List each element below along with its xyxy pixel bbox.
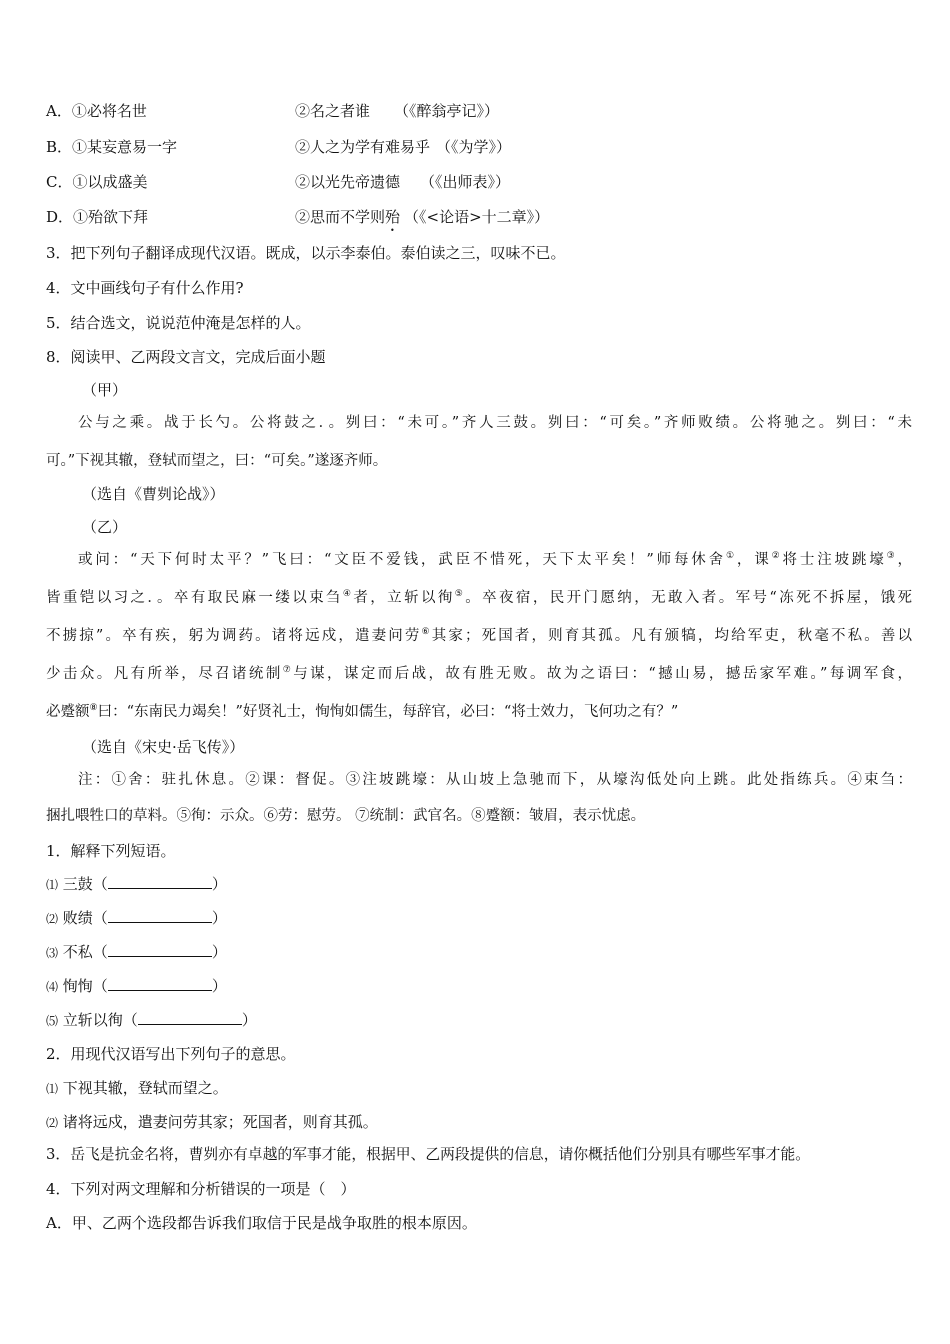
answer-blank[interactable] [108,874,212,889]
passage-yi-line5: 必蹙额⑧曰：“东南民力竭矣！”好贤礼士，恂恂如儒生，每辞官，必曰：“将士效力，飞何功之有？” [46,703,679,720]
option-b-label: B． [46,138,73,156]
question-3: 3．把下列句子翻译成现代汉语。既成，以示李泰伯。泰伯读之三，叹味不已。 [46,244,566,262]
answer-blank[interactable] [108,942,212,957]
option-b-item1: ①某妄意易一字 [72,138,178,156]
answer-blank[interactable] [108,976,212,991]
emphasis-char: 殆 [385,208,401,226]
option-a-item2: ②名之者谁 （《醉翁亭记》） [295,102,500,120]
passage-yi-note2: 捆扎喂牲口的草料。⑤徇：示众。⑥劳：慰劳。 ⑦统制：武官名。⑧蹙额：皱眉，表示忧虑。 [46,808,646,824]
option-c-item2: ②以光先帝遗德 （《出师表》） [295,173,511,191]
answer-blank[interactable] [108,908,212,923]
question-5: 5．结合选文，说说范仲淹是怎样的人。 [46,314,311,332]
option-c [46,172,912,192]
subquestion-1-item: ⑴ 三鼓（ ） [46,875,227,893]
passage-jia-line2: 可。”下视其辙，登轼而望之，曰：“可矣。”遂逐齐师。 [46,453,388,469]
subquestion-1-item: ⑶ 不私（ ） [46,943,227,961]
option-d-source: （《<论语>十二章》） [404,208,550,226]
option-d-item2: ②思而不学则殆 （《<论语>十二章》） [295,208,550,226]
option-d-item1: ①殆欲下拜 [73,208,149,226]
passage-yi-line3: 不掳掠”。卒有疾，躬为调药。诸将远戍，遣妻问劳⑥其家；死国者，则育其孤。凡有颁犒，均给军吏，秋毫不私。善以 [46,627,912,644]
option-d-label: D． [46,208,74,226]
option-a-item1: ①必将名世 [71,102,147,120]
passage-jia-source: （选自《曹刿论战》） [82,485,225,503]
subquestion-1-item: ⑸ 立斩以徇（ ） [46,1011,257,1029]
question-4: 4．文中画线句子有什么作用? [46,279,244,297]
passage-yi-line4: 少击众。凡有所举，尽召诸统制⑦与谋，谋定而后战，故有胜无败。故为之语曰：“撼山易，撼岳家军难。”每调军食， [46,665,912,682]
passage-jia-heading: （甲） [82,381,128,399]
subquestion-2-item: ⑴ 下视其辙，登轼而望之。 [46,1079,228,1097]
option-d [46,207,912,227]
passage-yi-note1: 注：①舍：驻扎休息。②课：督促。③注坡跳壕：从山坡上急驰而下，从壕沟低处向上跳。此处指练兵。④束刍： [78,772,912,788]
option-b [46,137,912,157]
subquestion-2-item: ⑵ 诸将远戍，遣妻问劳其家；死国者，则育其孤。 [46,1113,378,1131]
question-8: 8．阅读甲、乙两段文言文，完成后面小题 [46,348,326,366]
subquestion-4: 4．下列对两文理解和分析错误的一项是（ ） [46,1180,356,1198]
passage-yi-line2: 皆重铠以习之．。卒有取民麻一缕以束刍④者，立斩以徇⑤。卒夜宿，民开门愿纳，无敢入者。军号“冻死不拆屋，饿死 [46,589,912,606]
option-c-item1: ①以成盛美 [72,173,148,191]
option-b-item2: ②人之为学有难易乎 （《为学》） [295,138,512,156]
subquestion-4-option-a: A．甲、乙两个选段都告诉我们取信于民是战争取胜的根本原因。 [46,1214,477,1232]
answer-blank[interactable] [138,1010,242,1025]
option-b-source: （《为学》） [436,138,512,156]
passage-yi-heading: （乙） [82,518,128,536]
subquestion-1-title: 1．解释下列短语。 [46,842,176,860]
option-c-label: C． [46,173,73,191]
passage-jia-line1: 公与之乘。战于长勺。公将鼓之．。刿曰：“未可。”齐人三鼓。刿曰：“可矣。”齐师败绩。公将驰之。刿曰：“未 [78,415,912,431]
option-a-label: A． [46,102,72,120]
subquestion-2-title: 2．用现代汉语写出下列句子的意思。 [46,1045,296,1063]
subquestion-1-item: ⑵ 败绩（ ） [46,909,227,927]
option-c-source: （《出师表》） [420,173,511,191]
option-a-source: （《醉翁亭记》） [394,102,500,120]
passage-yi-line1: 或问：“天下何时太平？”飞曰：“文臣不爱钱，武臣不惜死，天下太平矣！”师每休舍①，课②将士注坡跳壕③， [78,551,913,568]
passage-yi-source: （选自《宋史·岳飞传》） [82,738,245,756]
subquestion-1-item: ⑷ 恂恂（ ） [46,977,227,995]
option-a [46,101,912,121]
subquestion-3: 3．岳飞是抗金名将，曹刿亦有卓越的军事才能，根据甲、乙两段提供的信息，请你概括他们分别具有哪些军事才能。 [46,1146,811,1163]
